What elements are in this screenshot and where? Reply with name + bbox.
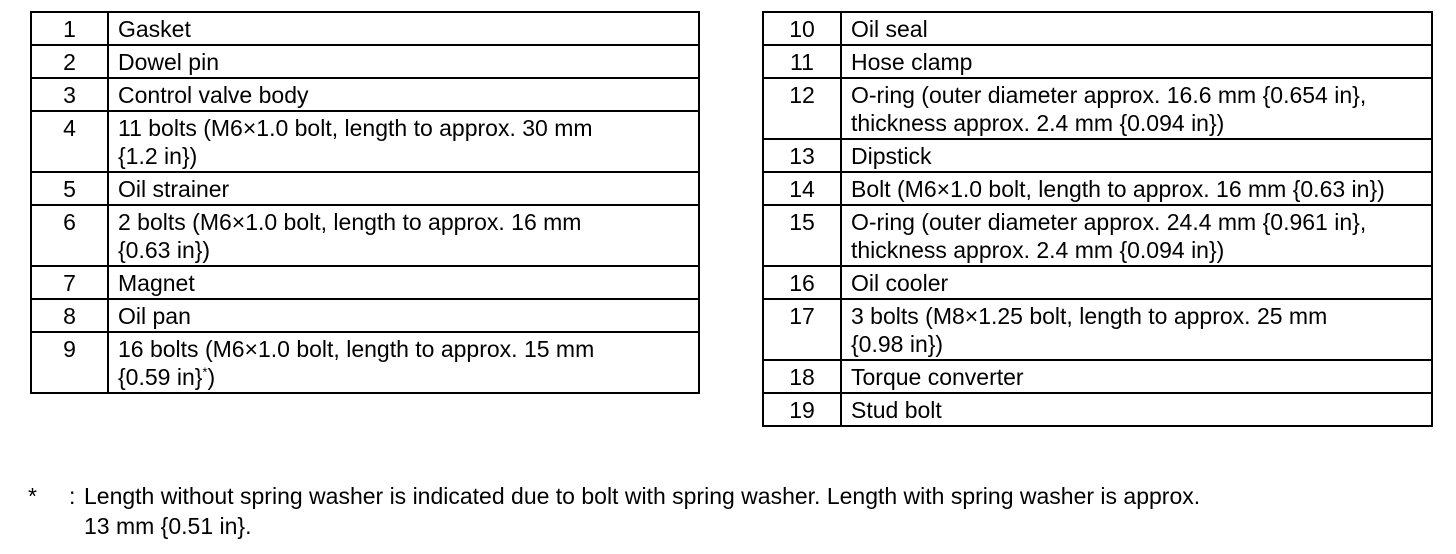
footnote-mark: * bbox=[28, 483, 37, 509]
footnote-colon: : bbox=[69, 483, 76, 509]
description-line: Dowel pin bbox=[118, 49, 219, 75]
description-line: Oil strainer bbox=[118, 176, 230, 202]
part-number: 2 bbox=[31, 45, 108, 78]
part-number: 9 bbox=[31, 332, 108, 393]
part-number: 19 bbox=[763, 393, 841, 426]
description-line: Oil cooler bbox=[851, 270, 949, 296]
table-row bbox=[31, 172, 699, 205]
part-number: 4 bbox=[31, 111, 108, 172]
part-number: 18 bbox=[763, 360, 841, 393]
description-line: Oil pan bbox=[118, 303, 191, 329]
table-row bbox=[31, 78, 699, 111]
part-description bbox=[841, 299, 1432, 360]
footnote-line-2: 13 mm {0.51 in}. bbox=[84, 513, 252, 539]
part-number: 15 bbox=[763, 205, 841, 266]
part-description bbox=[108, 205, 699, 266]
part-description bbox=[841, 45, 1432, 78]
description-line: O-ring (outer diameter approx. 24.4 mm {0.961 in}, bbox=[851, 209, 1367, 235]
description-line: {0.59 in} bbox=[118, 364, 203, 390]
part-description bbox=[108, 45, 699, 78]
description-tail: ) bbox=[207, 364, 216, 390]
part-number: 11 bbox=[763, 45, 841, 78]
part-description bbox=[841, 78, 1432, 139]
description-line: {0.63 in}) bbox=[118, 237, 211, 263]
part-number: 5 bbox=[31, 172, 108, 205]
part-number: 17 bbox=[763, 299, 841, 360]
table-row bbox=[763, 205, 1432, 266]
description-line: Bolt (M6×1.0 bolt, length to approx. 16 mm {0.63 in}) bbox=[851, 176, 1385, 202]
part-description bbox=[841, 172, 1432, 205]
parts-table-right bbox=[762, 11, 1433, 427]
table-row bbox=[31, 45, 699, 78]
part-number: 14 bbox=[763, 172, 841, 205]
part-description bbox=[108, 172, 699, 205]
description-line: thickness approx. 2.4 mm {0.094 in}) bbox=[851, 237, 1225, 263]
part-description bbox=[108, 299, 699, 332]
footnote-line-1: Length without spring washer is indicated due to bolt with spring washer. Length with spring washer is approx. bbox=[84, 483, 1201, 509]
parts-table-left bbox=[30, 11, 700, 394]
description-line: thickness approx. 2.4 mm {0.094 in}) bbox=[851, 110, 1225, 136]
table-row bbox=[31, 266, 699, 299]
part-description bbox=[841, 139, 1432, 172]
part-number: 1 bbox=[31, 12, 108, 45]
description-line: {0.98 in}) bbox=[851, 331, 944, 357]
description-line: Dipstick bbox=[851, 143, 932, 169]
description-line: Oil seal bbox=[851, 16, 928, 42]
description-line: 2 bolts (M6×1.0 bolt, length to approx. 16 mm bbox=[118, 209, 582, 235]
part-description bbox=[108, 12, 699, 45]
description-line: Torque converter bbox=[851, 364, 1024, 390]
part-description bbox=[841, 393, 1432, 426]
part-description bbox=[108, 111, 699, 172]
table-row bbox=[31, 12, 699, 45]
table-row bbox=[763, 360, 1432, 393]
table-row bbox=[763, 393, 1432, 426]
part-description bbox=[841, 12, 1432, 45]
part-description bbox=[108, 266, 699, 299]
table-row bbox=[763, 139, 1432, 172]
part-description bbox=[108, 78, 699, 111]
description-line: 16 bolts (M6×1.0 bolt, length to approx. 15 mm bbox=[118, 336, 595, 362]
table-row bbox=[763, 172, 1432, 205]
description-line: {1.2 in}) bbox=[118, 143, 198, 169]
part-number: 6 bbox=[31, 205, 108, 266]
table-row bbox=[31, 299, 699, 332]
part-number: 3 bbox=[31, 78, 108, 111]
table-row bbox=[763, 45, 1432, 78]
description-line: 3 bolts (M8×1.25 bolt, length to approx. 25 mm bbox=[851, 303, 1328, 329]
part-description bbox=[108, 332, 699, 393]
description-line: O-ring (outer diameter approx. 16.6 mm {0.654 in}, bbox=[851, 82, 1367, 108]
table-row bbox=[31, 111, 699, 172]
table-row bbox=[31, 205, 699, 266]
description-line: Magnet bbox=[118, 270, 195, 296]
description-line: 11 bolts (M6×1.0 bolt, length to approx. 30 mm bbox=[118, 115, 593, 141]
table-row bbox=[31, 332, 699, 393]
description-line: Control valve body bbox=[118, 82, 309, 108]
description-line: Gasket bbox=[118, 16, 191, 42]
part-number: 10 bbox=[763, 12, 841, 45]
part-description bbox=[841, 360, 1432, 393]
table-row bbox=[763, 78, 1432, 139]
part-number: 13 bbox=[763, 139, 841, 172]
part-description bbox=[841, 205, 1432, 266]
part-number: 16 bbox=[763, 266, 841, 299]
table-row bbox=[763, 266, 1432, 299]
footnote-reference: * bbox=[202, 364, 208, 380]
table-row bbox=[763, 12, 1432, 45]
part-number: 8 bbox=[31, 299, 108, 332]
description-line: Hose clamp bbox=[851, 49, 973, 75]
part-description bbox=[841, 266, 1432, 299]
description-line: Stud bolt bbox=[851, 397, 942, 423]
part-number: 7 bbox=[31, 266, 108, 299]
part-number: 12 bbox=[763, 78, 841, 139]
table-row bbox=[763, 299, 1432, 360]
footnote bbox=[28, 481, 1438, 541]
